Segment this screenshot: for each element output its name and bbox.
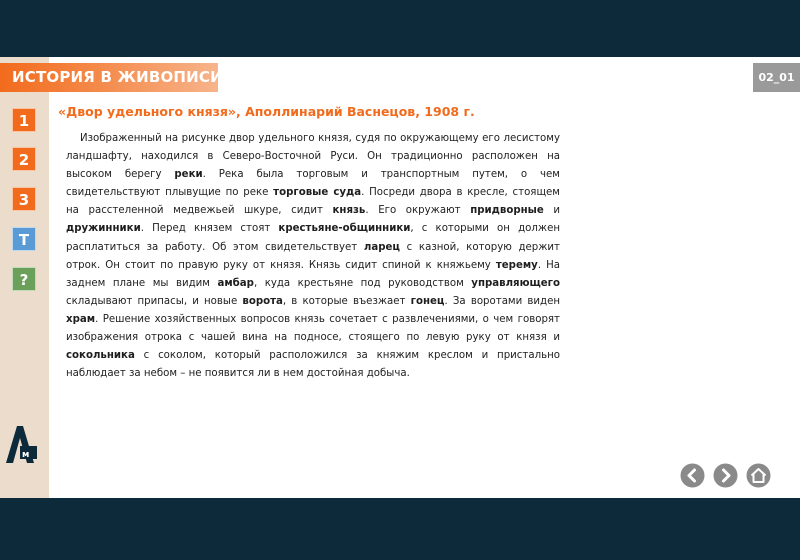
publisher-logo-icon xyxy=(3,426,37,463)
text-segment: и xyxy=(543,205,560,217)
slide xyxy=(0,57,800,498)
text-segment: Изображенный на рисунке двор удельного князя, судя по окружающему его лесистому ландшафту, находился в Северо-Восточной Руси. Он традиционно расположен на высоком берегу xyxy=(66,133,560,181)
keyword: гонец xyxy=(410,295,445,307)
text-segment: . Река была торговым и транспортным путем, о чем свидетельствуют плывущие по реке xyxy=(66,169,560,199)
nav-button-1[interactable]: 1 xyxy=(12,108,36,132)
text-segment: . Перед князем стоят xyxy=(140,223,279,235)
keyword: князь xyxy=(332,205,366,217)
painting-title: «Двор удельного князя», Аполлинарий Васнецов, 1908 г. xyxy=(58,104,475,119)
keyword: крестьяне-общинники xyxy=(278,223,411,235)
nav-button-2[interactable]: 2 xyxy=(12,147,36,171)
text-segment: . На заднем плане мы видим xyxy=(66,259,560,289)
chevron-left-icon[interactable] xyxy=(680,463,705,488)
text-segment: складывают припасы, и новые xyxy=(66,295,243,307)
keyword: реки xyxy=(174,169,203,181)
text-segment: с казной, которую держит отрок. Он стоит по правую руку от князя. Князь сидит спиной к княжьему xyxy=(66,241,560,271)
text-segment: , в которые въезжает xyxy=(282,295,411,307)
text-segment: . Посреди двора в кресле, стоящем на расстеленной медвежьей шкуре, сидит xyxy=(66,187,560,217)
description-text xyxy=(66,130,560,383)
text-segment: , с которыми он должен расплатиться за работу. Об этом свидетельствует xyxy=(66,223,560,253)
slide-number-badge: 02_01 xyxy=(753,63,800,92)
nav-button-text[interactable]: T xyxy=(12,227,36,251)
text-segment: . Решение хозяйственных вопросов князь сочетает с развлечениями, о чем говорят изображения отрока с чашей вина на подносе, стоящего по левую руку от князя и xyxy=(66,313,560,344)
text-segment: . Его окружают xyxy=(365,205,471,217)
section-title: ИСТОРИЯ В ЖИВОПИСИ xyxy=(0,63,218,92)
keyword: дружинники xyxy=(66,223,141,235)
sidebar xyxy=(0,57,49,498)
keyword: храм xyxy=(66,313,96,325)
text-segment: . За воротами виден xyxy=(444,295,561,307)
keyword: ларец xyxy=(363,241,400,253)
text-segment: , куда крестьяне под руководством xyxy=(253,277,472,289)
keyword: торговые суда xyxy=(273,187,362,199)
text-segment: с соколом, который расположился за княжим креслом и пристально наблюдает за небом – не появится ли в нем достойная добыча. xyxy=(66,350,560,380)
nav-button-quiz[interactable]: ? xyxy=(12,267,36,291)
keyword: ворота xyxy=(242,295,283,307)
keyword: управляющего xyxy=(471,277,560,289)
description-paragraph xyxy=(66,130,560,383)
keyword: амбар xyxy=(217,277,254,289)
home-icon[interactable] xyxy=(746,463,771,488)
chevron-right-icon[interactable] xyxy=(713,463,738,488)
keyword: сокольника xyxy=(66,350,135,362)
nav-button-3[interactable]: 3 xyxy=(12,187,36,211)
keyword: терему xyxy=(495,259,538,271)
svg-text:м: м xyxy=(22,450,30,460)
keyword: придворные xyxy=(470,205,544,217)
